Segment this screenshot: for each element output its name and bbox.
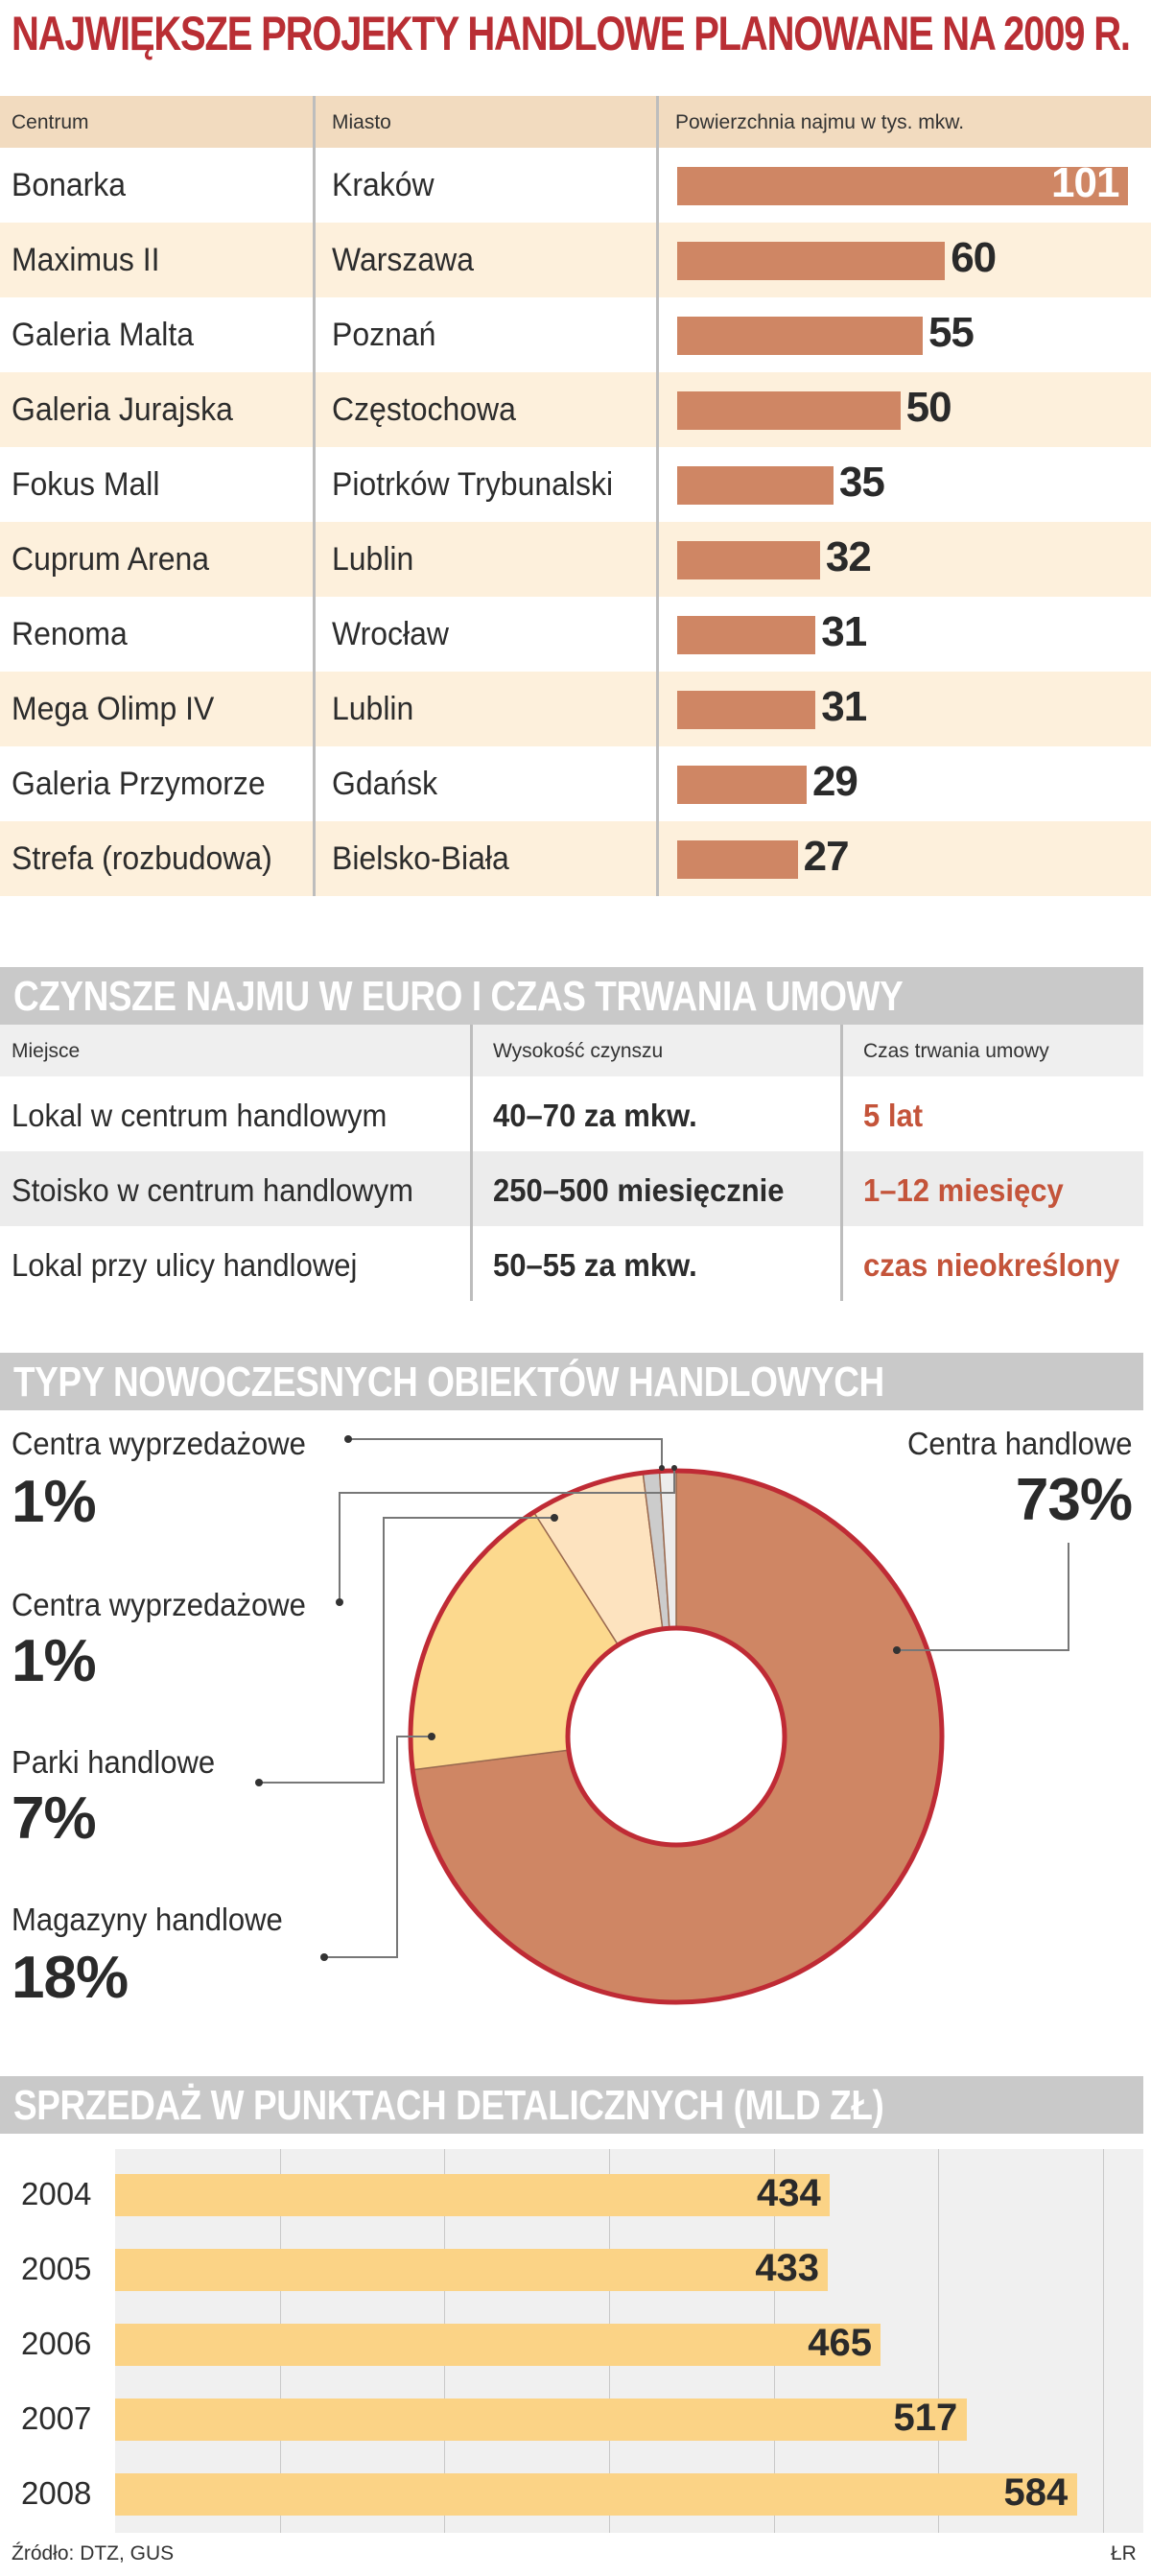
header-wysokosc: Wysokość czynszu [493,1040,664,1062]
table-row [0,1076,1143,1151]
area-value: 50 [905,384,951,431]
leader-dot [255,1779,263,1786]
rents-title-bar [0,967,1143,1025]
column-divider [470,1025,473,1301]
sales-bar [115,2399,967,2441]
center-name: Galeria Jurajska [12,391,233,428]
sales-value: 465 [808,2322,872,2364]
place-name: Lokal przy ulicy handlowej [12,1247,358,1283]
city-name: Lublin [332,691,414,727]
sales-bar [115,2174,830,2216]
sales-value: 584 [1003,2471,1069,2514]
table-row [0,597,1151,672]
city-name: Poznań [332,317,436,353]
projects-table-header [0,96,1151,148]
sales-title: SPRZEDAŻ W PUNKTACH DETALICZNYCH (MLD ZŁ) [13,2082,884,2129]
city-name: Warszawa [332,242,474,278]
table-row [0,447,1151,522]
city-name: Gdańsk [332,766,438,802]
leader-dot [671,1465,677,1471]
sales-value: 434 [757,2172,821,2214]
sales-value: 517 [893,2397,958,2439]
gridline [1103,2149,1104,2533]
sales-bar [115,2473,1077,2516]
year-label: 2007 [21,2400,92,2436]
city-name: Lublin [332,541,414,578]
header-centrum: Centrum [12,111,89,133]
center-name: Renoma [12,616,128,652]
table-row [0,821,1151,896]
center-name: Fokus Mall [12,466,160,503]
area-value: 31 [821,683,867,730]
area-value: 32 [825,533,871,580]
table-row [0,297,1151,372]
table-row [0,746,1151,821]
area-value: 27 [803,833,849,880]
column-divider [656,96,659,896]
area-bar [677,691,815,729]
year-label: 2004 [21,2176,92,2211]
area-value: 29 [811,758,857,805]
leader-line [348,1439,662,1468]
duration-value: 1–12 miesięcy [863,1172,1064,1208]
slice-pct-magazyny-handlowe: 18% [12,1945,129,2011]
center-name: Cuprum Arena [12,541,210,578]
area-bar [677,616,815,654]
slice-pct-centra-handlowe: 73% [1015,1467,1132,1533]
center-name: Mega Olimp IV [12,691,215,727]
leader-dot [320,1953,328,1961]
rent-value: 250–500 miesięcznie [493,1172,785,1208]
author-credit: ŁR [1111,2542,1137,2564]
area-bar [677,766,807,804]
city-name: Kraków [332,167,435,203]
sales-value: 433 [755,2247,820,2289]
sales-bar [115,2249,828,2291]
header-miasto: Miasto [332,111,391,133]
center-name: Bonarka [12,167,127,203]
duration-value: 5 lat [863,1098,924,1133]
header-miejsce: Miejsce [12,1040,81,1062]
leader-dot [428,1733,435,1740]
center-name: Maximus II [12,242,160,278]
area-bar [677,317,923,355]
slice-pct-parki-handlowe: 7% [12,1785,96,1852]
leader-dot [344,1435,352,1443]
area-bar [677,466,834,505]
slice-label-parki-handlowe: Parki handlowe [12,1744,216,1780]
table-row [0,1226,1143,1301]
rent-value: 50–55 za mkw. [493,1247,697,1283]
area-value: 31 [821,608,867,655]
column-divider [840,1025,843,1301]
slice-label-magazyny-handlowe: Magazyny handlowe [12,1902,283,1937]
slice-label-centra-handlowe: Centra handlowe [906,1426,1132,1461]
duration-value: czas nieokreślony [863,1247,1120,1283]
area-bar [677,541,820,579]
area-bar [677,391,901,430]
source-note: Źródło: DTZ, GUS [12,2542,175,2564]
sales-title-bar [0,2076,1143,2134]
city-name: Bielsko-Biała [332,840,509,877]
place-name: Lokal w centrum handlowym [12,1098,388,1133]
area-value: 60 [951,234,997,281]
center-name: Galeria Malta [12,317,195,353]
leader-dot [551,1514,558,1522]
leader-dot [336,1598,343,1606]
leader-dot [893,1646,901,1654]
center-name: Galeria Przymorze [12,766,266,802]
table-row [0,1151,1143,1226]
header-powierzchnia: Powierzchnia najmu w tys. mkw. [675,111,965,133]
types-title-bar [0,1353,1143,1410]
area-bar [677,840,798,879]
area-value: 101 [1051,159,1119,206]
table-row [0,223,1151,297]
rent-value: 40–70 za mkw. [493,1098,697,1133]
slice-pct-centra-wyprzedazowe: 1% [12,1469,96,1535]
header-czas: Czas trwania umowy [863,1040,1049,1062]
slice-pct-centra-wyprzedazowe: 1% [12,1628,96,1694]
slice-label-centra-wyprzedazowe: Centra wyprzedażowe [12,1426,306,1461]
area-value: 55 [928,309,974,356]
leader-dot [659,1465,665,1471]
city-name: Piotrków Trybunalski [332,466,614,503]
rents-title: CZYNSZE NAJMU W EURO I CZAS TRWANIA UMOWY [13,973,904,1020]
types-title: TYPY NOWOCZESNYCH OBIEKTÓW HANDLOWYCH [13,1359,884,1406]
slice-label-centra-wyprzedazowe: Centra wyprzedażowe [12,1587,306,1622]
year-label: 2008 [21,2475,92,2511]
rents-table-header [0,1025,1143,1076]
area-bar [677,242,945,280]
year-label: 2005 [21,2251,92,2286]
donut-hole [568,1628,785,1845]
table-row [0,522,1151,597]
city-name: Częstochowa [332,391,516,428]
column-divider [313,96,316,896]
city-name: Wrocław [332,616,449,652]
year-label: 2006 [21,2326,92,2361]
place-name: Stoisko w centrum handlowym [12,1172,413,1208]
table-row [0,672,1151,746]
table-row [0,372,1151,447]
table-row [0,148,1151,223]
center-name: Strefa (rozbudowa) [12,840,272,877]
projects-title: NAJWIĘKSZE PROJEKTY HANDLOWE PLANOWANE NA 2009 R. [12,7,1130,60]
sales-bar [115,2324,881,2366]
area-value: 35 [838,459,884,506]
